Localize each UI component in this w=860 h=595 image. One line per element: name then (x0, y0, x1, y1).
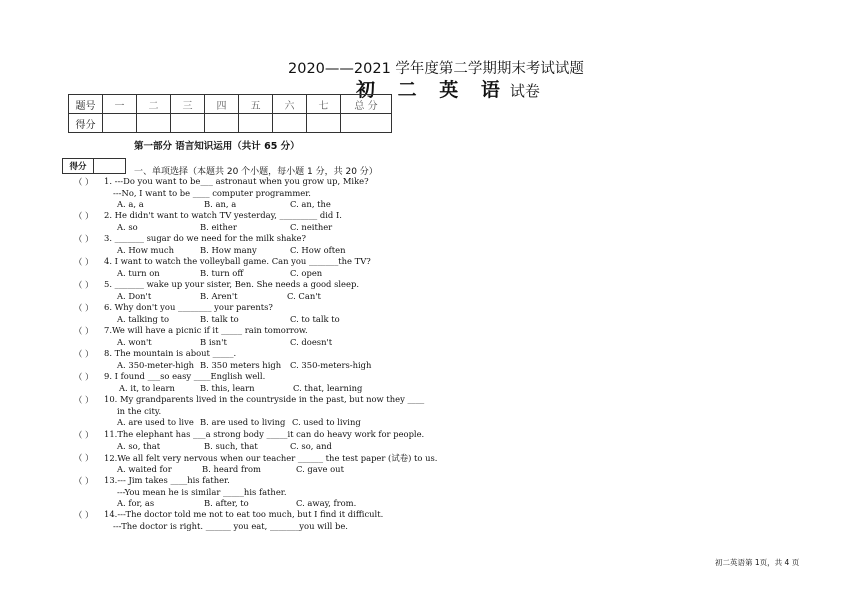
option-c: C. How often (290, 245, 346, 255)
score-table-cell: 五 (239, 95, 273, 114)
question-text: 5. _______ wake up your sister, Ben. She needs a good sleep. (104, 279, 359, 289)
paper-word: 试卷 (509, 82, 540, 100)
option-a: A. How much (117, 245, 174, 255)
question-text: 12.We all felt very nervous when our teacher ______ the test paper (试卷) to us. (104, 453, 438, 463)
option-c: C. gave out (296, 464, 344, 474)
score-entry-cell[interactable] (239, 114, 273, 133)
answer-blank[interactable]: （ ） (74, 303, 94, 313)
option-b: B. after, to (204, 498, 249, 508)
score-entry-cell[interactable] (205, 114, 239, 133)
option-b: B. such, that (204, 441, 258, 451)
option-c: C. away, from. (296, 498, 357, 508)
option-c: C. so, and (290, 441, 332, 451)
option-b: B. Aren't (200, 291, 238, 301)
question-text: 11.The elephant has ___a strong body _____it can do heavy work for people. (104, 429, 425, 439)
option-c: C. used to living (292, 417, 361, 427)
answer-blank[interactable]: （ ） (74, 430, 94, 440)
score-table-cell: 得分 (69, 114, 103, 133)
option-a: A. won't (117, 337, 152, 347)
score-table-score-row (69, 114, 392, 133)
option-a: A. a, a (117, 199, 144, 209)
score-entry-cell[interactable] (341, 114, 392, 133)
answer-blank[interactable]: （ ） (74, 211, 94, 221)
answer-blank[interactable]: （ ） (74, 349, 94, 359)
answer-blank[interactable]: （ ） (74, 395, 94, 405)
option-b: B. talk to (200, 314, 239, 324)
answer-blank[interactable]: （ ） (74, 510, 94, 520)
option-a: A. for, as (117, 498, 155, 508)
score-table-cell: 题号 (69, 95, 103, 114)
section-score-label: 得分 (63, 159, 94, 174)
subject-title: 初 二 英 语 (356, 79, 508, 101)
question-text: 2. He didn't want to watch TV yesterday, _________ did I. (104, 210, 342, 220)
question-text: 7.We will have a picnic if it _____ rain tomorrow. (104, 325, 308, 335)
question-text: 3. _______ sugar do we need for the milk shake? (104, 233, 306, 243)
option-b: B. either (200, 222, 237, 232)
score-table-cell: 三 (171, 95, 205, 114)
option-c: C. an, the (290, 199, 331, 209)
question-text: 1. ---Do you want to be___ astronaut when you grow up, Mike? (104, 176, 369, 186)
option-a: A. so, that (117, 441, 161, 451)
option-c: C. that, learning (293, 383, 363, 393)
question-text: ---The doctor is right. ______ you eat, _______you will be. (113, 521, 348, 531)
question-text: 9. I found ___so easy ____English well. (104, 371, 266, 381)
question-text: ---No, I want to be ____ computer programmer. (113, 188, 311, 198)
score-table-cell: 二 (137, 95, 171, 114)
score-table-cell: 总 分 (341, 95, 392, 114)
option-b: B. this, learn (200, 383, 255, 393)
option-a: A. 350-meter-high (117, 360, 195, 370)
option-a: A. are used to live (117, 417, 194, 427)
question-text: ---You mean he is similar _____his father. (117, 487, 287, 497)
question-text: 14.---The doctor told me not to eat too much, but I find it difficult. (104, 509, 384, 519)
answer-blank[interactable]: （ ） (74, 476, 94, 486)
question-text: in the city. (117, 406, 162, 416)
option-a: A. Don't (117, 291, 152, 301)
answer-blank[interactable]: （ ） (74, 257, 94, 267)
option-c: C. neither (290, 222, 333, 232)
option-a: A. it, to learn (119, 383, 175, 393)
question-text: 8. The mountain is about _____. (104, 348, 237, 358)
option-b: B. turn off (200, 268, 244, 278)
score-entry-cell[interactable] (137, 114, 171, 133)
answer-blank[interactable]: （ ） (74, 177, 94, 187)
score-table-cell: 一 (103, 95, 137, 114)
option-a: A. waited for (117, 464, 172, 474)
question-text: 6. Why don't you ________ your parents? (104, 302, 273, 312)
score-table-cell: 四 (205, 95, 239, 114)
option-a: A. talking to (117, 314, 169, 324)
answer-blank[interactable]: （ ） (74, 453, 94, 463)
answer-blank[interactable]: （ ） (74, 372, 94, 382)
option-b: B. How many (200, 245, 257, 255)
option-c: C. 350-meters-high (290, 360, 372, 370)
answer-blank[interactable]: （ ） (74, 326, 94, 336)
section-score-entry[interactable] (94, 159, 126, 174)
option-b: B. heard from (202, 464, 261, 474)
score-table-cell: 七 (307, 95, 341, 114)
score-table-cell: 六 (273, 95, 307, 114)
section-title: 一、单项选择（本题共 20 个小题，每小题 1 分，共 20 分） (134, 167, 378, 177)
score-entry-cell[interactable] (171, 114, 205, 133)
option-c: C. doesn't (290, 337, 333, 347)
option-a: A. so (117, 222, 138, 232)
exam-title-line1: 2020——2021 学年度第二学期期末考试试题 (288, 61, 584, 77)
option-c: C. open (290, 268, 323, 278)
question-text: 10. My grandparents lived in the countryside in the past, but now they ____ (104, 394, 425, 404)
option-b: B. an, a (204, 199, 237, 209)
score-entry-cell[interactable] (307, 114, 341, 133)
option-b: B. 350 meters high (200, 360, 282, 370)
option-c: C. to talk to (290, 314, 340, 324)
score-entry-cell[interactable] (103, 114, 137, 133)
page-footer: 初二英语第 1页，共 4 页 (715, 558, 800, 567)
score-entry-cell[interactable] (273, 114, 307, 133)
option-c: C. Can't (287, 291, 321, 301)
option-b: B. are used to living (200, 417, 286, 427)
answer-blank[interactable]: （ ） (74, 234, 94, 244)
section-score-box (62, 158, 126, 174)
option-a: A. turn on (117, 268, 160, 278)
question-text: 4. I want to watch the volleyball game. Can you _______the TV? (104, 256, 371, 266)
score-table (68, 94, 392, 133)
answer-blank[interactable]: （ ） (74, 280, 94, 290)
question-text: 13.--- Jim takes ____his father. (104, 475, 230, 485)
option-b: B isn't (200, 337, 227, 347)
part-title: 第一部分 语言知识运用（共计 65 分） (134, 141, 300, 152)
score-table-header-row (69, 95, 392, 114)
